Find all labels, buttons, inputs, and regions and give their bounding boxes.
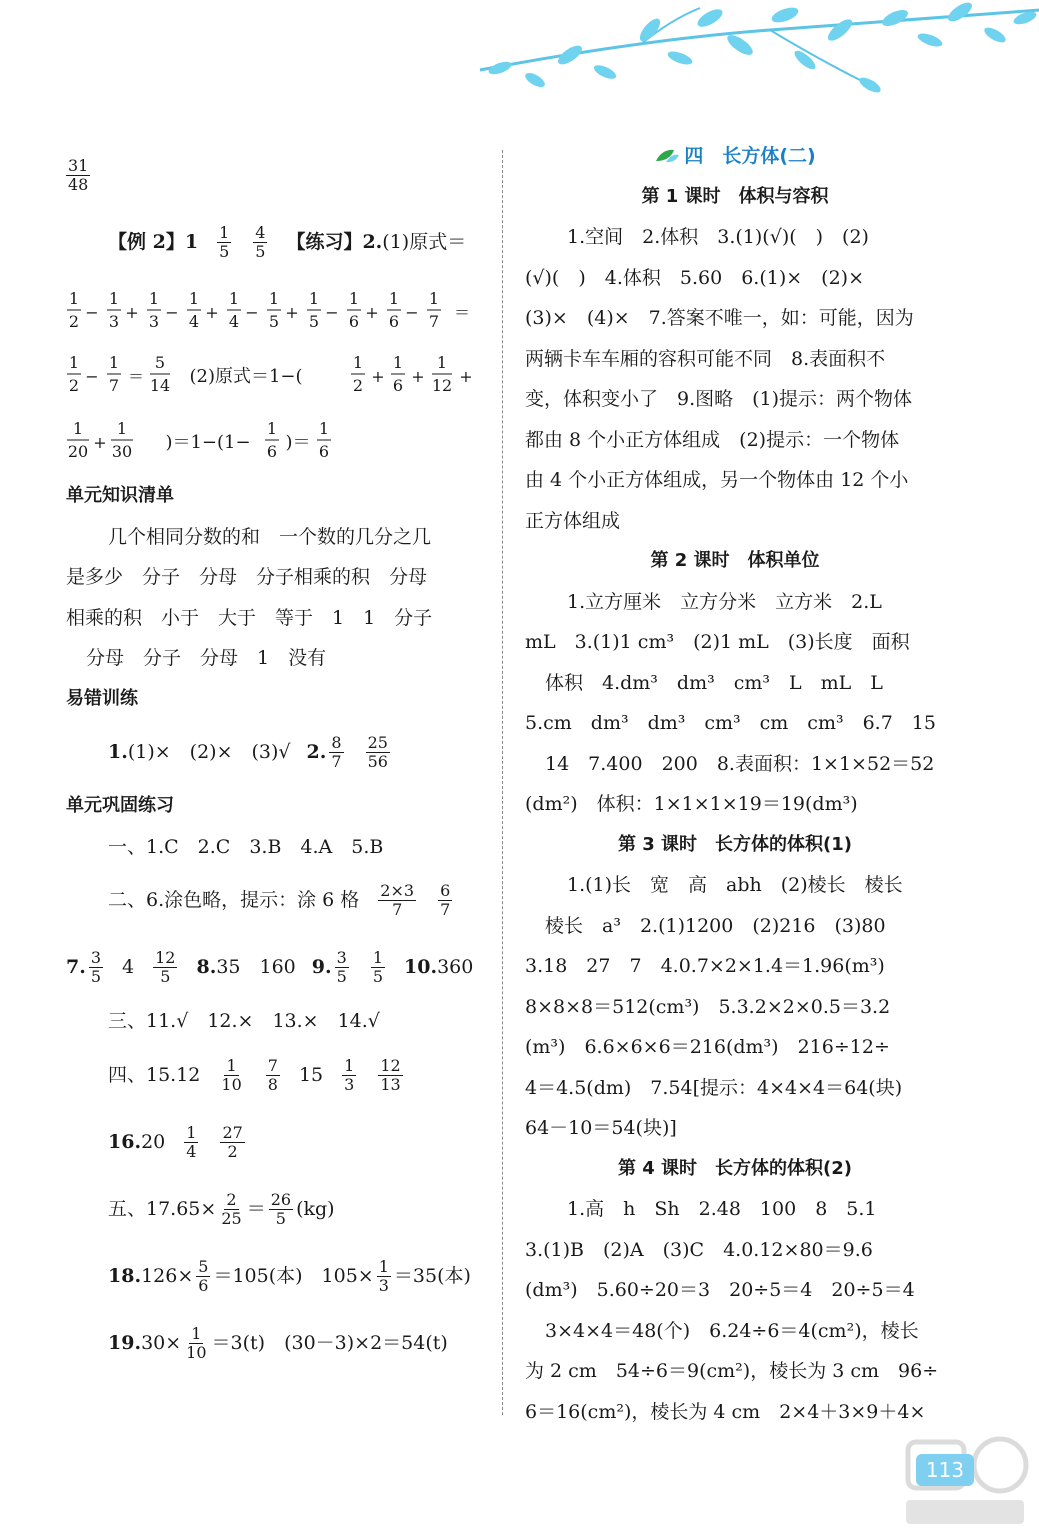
text-line: 相乘的积 小于 大于 等于 1 1 分子 (66, 606, 433, 629)
fraction: $\frac{12}{5}$ (155, 948, 176, 986)
svg-text:1: 1 (388, 289, 400, 308)
svg-text:+: + (371, 367, 385, 386)
svg-text:1: 1 (108, 289, 120, 308)
equation-series (66, 276, 486, 476)
svg-text:30: 30 (111, 442, 133, 461)
section-knowledge: 单元知识清单 (66, 485, 174, 506)
unit-title: 四 长方体(二) (525, 136, 945, 177)
svg-text:1: 1 (268, 289, 280, 308)
fraction: $\frac{25}{56}$ (367, 733, 388, 771)
text-line: 8×8×8＝512(cm³) 5.3.2×2×0.5＝3.2 (525, 995, 891, 1018)
svg-text:1: 1 (352, 353, 364, 372)
text-line: (√)( ) 4.体积 5.60 6.(1)× (2)× (525, 266, 864, 289)
text-line: mL 3.(1)1 cm³ (2)1 mL (3)长度 面积 (525, 631, 910, 653)
page-number: 113 (916, 1454, 974, 1486)
text-line: 3.18 27 7 4.0.7×2×1.4＝1.96(m³) (525, 955, 885, 977)
text-line: 3×4×4＝48(个) 6.24÷6＝4(cm²)，棱长 (545, 1319, 919, 1342)
text-line: 分母 分子 分母 1 没有 (86, 647, 327, 669)
answer-line: 三、11.√ 12.× 13.× 14.√ (108, 1010, 380, 1032)
section-errors: 易错训练 (66, 687, 138, 709)
svg-text:1: 1 (68, 353, 80, 372)
example-line: 【例 2】1 $\frac{1}{5}$ $\frac{4}{5}$ 【练习】 2. (1)原式＝ (108, 223, 467, 261)
svg-text:+: + (411, 367, 425, 386)
svg-text:−: − (405, 303, 419, 322)
svg-text:5: 5 (268, 312, 280, 331)
svg-text:6: 6 (388, 312, 400, 331)
text-line: 5.cm dm³ dm³ cm³ cm cm³ 6.7 15 (525, 712, 936, 734)
svg-text:1: 1 (72, 419, 84, 438)
top-fraction-line (66, 142, 486, 209)
svg-text:1: 1 (68, 289, 80, 308)
svg-text:3: 3 (108, 312, 120, 331)
text-line: 14 7.400 200 8.表面积：1×1×52＝52 (545, 752, 935, 775)
fraction: $\frac{1}{5}$ (219, 223, 230, 261)
text-line: 是多少 分子 分母 分子相乘的积 分母 (66, 566, 428, 588)
svg-text:5: 5 (154, 353, 166, 372)
fraction: $\frac{7}{8}$ (267, 1055, 278, 1094)
svg-text:+: + (285, 303, 299, 322)
svg-text:14: 14 (149, 376, 171, 395)
answer-line: 一、1.C 2.C 3.B 4.A 5.B (108, 835, 384, 858)
fraction: $\frac{26}{5}$ (270, 1189, 292, 1228)
answer-line: 五、17. 65× $\frac{2}{25}$ ＝ $\frac{26}{5}$ (kg) (108, 1189, 335, 1228)
fraction: $\frac{1}{4}$ (186, 1122, 197, 1161)
svg-text:1: 1 (392, 353, 404, 372)
fraction: $\frac{3}{5}$ (90, 948, 102, 986)
lesson-title: 第 1 课时 体积与容积 (641, 185, 829, 207)
svg-text:7: 7 (428, 312, 440, 331)
text-line: 1.(1)长 宽 高 abh (2)棱长 棱长 (567, 874, 903, 896)
text-line: (3)× (4)× 7.答案不唯一，如：可能，因为 (525, 307, 914, 329)
svg-text:)＝: )＝ (285, 432, 311, 453)
text-line: (dm³) 5.60÷20＝3 20÷5＝4 20÷5＝4 (525, 1279, 915, 1301)
text-line: 由 4 个小正方体组成，另一个物体由 12 个小 (525, 469, 909, 491)
text-line: 两辆卡车车厢的容积可能不同 8.表面积不 (525, 347, 886, 370)
text-line: (dm²) 体积：1×1×1×19＝19(dm³) (525, 793, 858, 815)
section-consolidate: 单元巩固练习 (66, 795, 174, 816)
fraction: $\frac{1}{3}$ (378, 1256, 389, 1295)
column-divider (502, 150, 503, 1415)
fraction: $\frac{1}{5}$ (372, 948, 383, 986)
lesson-title: 第 4 课时 长方体的体积(2) (617, 1157, 853, 1179)
fraction: $\frac{2}{25}$ (221, 1189, 242, 1228)
lesson-title: 第 3 课时 长方体的体积(1) (617, 833, 853, 855)
text-line: 棱长 a³ 2.(1)1200 (2)216 (3)80 (545, 914, 886, 937)
svg-text:6: 6 (318, 442, 330, 461)
fraction: $\frac{1}{10}$ (186, 1323, 207, 1362)
fraction: $\frac{1}{3}$ (344, 1055, 355, 1094)
leaf-branch-decoration (440, 0, 1039, 110)
svg-text:2: 2 (68, 376, 80, 395)
svg-text:12: 12 (431, 376, 453, 395)
text-line: 都由 8 个小正方体组成 (2)提示：一个物体 (525, 428, 900, 451)
svg-text:2: 2 (68, 312, 80, 331)
svg-text:1: 1 (318, 419, 330, 438)
answer-line: 二、6.涂色略，提示：涂 6 格 $\frac{2\times 3}{7}$ $\frac{6}{7}$ (108, 881, 451, 919)
fraction: $\frac{6}{7}$ (440, 881, 451, 919)
fraction: $\frac{12}{13}$ (380, 1055, 401, 1094)
text-line: 1.高 h Sh 2.48 100 8 5.1 (567, 1198, 877, 1220)
svg-text:−: − (85, 367, 99, 386)
svg-text:1: 1 (308, 289, 320, 308)
svg-text:7: 7 (108, 376, 120, 395)
svg-text:1: 1 (348, 289, 360, 308)
svg-text:6: 6 (266, 442, 278, 461)
text-line: 体积 4.dm³ dm³ cm³ L mL L (545, 671, 883, 694)
fraction: $\frac{4}{5}$ (255, 223, 266, 261)
text-line: 正方体组成 (525, 509, 621, 532)
svg-text:＝: ＝ (453, 303, 471, 322)
svg-text:4: 4 (188, 312, 200, 331)
answer-line: 19. 30× $\frac{1}{10}$ ＝3(t) (30－3)×2＝54(t) (108, 1323, 448, 1362)
fraction: $\frac{5}{6}$ (198, 1256, 209, 1295)
svg-text:+: + (93, 433, 107, 452)
svg-text:＝: ＝ (127, 367, 145, 386)
text-line: 为 2 cm 54÷6＝9(cm²)，棱长为 3 cm 96÷ (525, 1360, 939, 1382)
svg-text:20: 20 (67, 442, 89, 461)
fraction: $\frac{2\times 3}{7}$ (380, 881, 415, 919)
svg-text:+: + (365, 303, 379, 322)
svg-text:5: 5 (308, 312, 320, 331)
answer-line: 7. $\frac{3}{5}$ 4 $\frac{12}{5}$ 8. 35 160 9. $\frac{3}{5}$ $\frac{1}{5}$ 10. 360 (66, 948, 474, 986)
fraction: $\frac{8}{7}$ (331, 733, 342, 771)
text-line: (m³) 6.6×6×6＝216(dm³) 216÷12÷ (525, 1036, 890, 1058)
leaf-icon (654, 147, 680, 165)
answer-line: 18. 126× $\frac{5}{6}$ ＝105(本) 105× $\frac{1}{3}$ ＝35(本) (108, 1256, 471, 1295)
svg-text:1: 1 (116, 419, 128, 438)
svg-text:(2)原式＝1−(: (2)原式＝1−( (189, 366, 303, 387)
svg-text:+: + (125, 303, 139, 322)
answer-line: 16. 20 $\frac{1}{4}$ $\frac{27}{2}$ (108, 1122, 243, 1161)
fraction: $\frac{1}{10}$ (221, 1055, 242, 1094)
svg-text:1: 1 (228, 289, 240, 308)
fraction: $\frac{3}{5}$ (336, 948, 347, 986)
svg-text:)＝1−(1−: )＝1−(1− (165, 432, 251, 453)
text-line: 4＝4.5(dm) 7.54[提示：4×4×4＝64(块) (525, 1076, 903, 1099)
errors-line: 1. (1)× (2)× (3)√ 2. $\frac{8}{7}$ $\frac{25}{56}$ (108, 733, 388, 771)
svg-text:2: 2 (352, 376, 364, 395)
answer-line: 四、15. 12 $\frac{1}{10}$ $\frac{7}{8}$ 15 $\frac{1}{3}$ $\frac{12}{13}$ (108, 1055, 401, 1094)
svg-text:−: − (245, 303, 259, 322)
svg-text:1: 1 (266, 419, 278, 438)
text-line: 64－10＝54(块)] (525, 1117, 677, 1139)
svg-text:1: 1 (428, 289, 440, 308)
svg-text:1: 1 (108, 353, 120, 372)
svg-text:−: − (85, 303, 99, 322)
text-line: 1.立方厘米 立方分米 立方米 2.L (567, 590, 882, 613)
svg-text:6: 6 (392, 376, 404, 395)
text-line: 1.空间 2.体积 3.(1)(√)( ) (2) (567, 226, 869, 248)
svg-text:−: − (325, 303, 339, 322)
fraction: $\frac{27}{2}$ (222, 1122, 243, 1161)
svg-text:1: 1 (188, 289, 200, 308)
svg-text:1: 1 (436, 353, 448, 372)
svg-text:4: 4 (228, 312, 240, 331)
text-line: 6＝16(cm²)，棱长为 4 cm 2×4＋3×9＋4× (525, 1400, 926, 1423)
text-line: 3.(1)B (2)A (3)C 4.0.12×80＝9.6 (525, 1238, 873, 1261)
svg-text:1: 1 (148, 289, 160, 308)
svg-text:6: 6 (348, 312, 360, 331)
svg-text:−: − (165, 303, 179, 322)
svg-text:3: 3 (148, 312, 160, 331)
left-column (66, 142, 486, 1377)
fraction: $\frac{31}{48}$ (68, 156, 89, 194)
lesson-title: 第 2 课时 体积单位 (650, 550, 820, 571)
svg-text:+: + (205, 303, 219, 322)
svg-text:+: + (459, 367, 473, 386)
right-column (525, 136, 945, 1432)
text-line: 变，体积变小了 9.图略 (1)提示：两个物体 (525, 388, 913, 410)
text-line: 几个相同分数的和 一个数的几分之几 (108, 525, 432, 548)
